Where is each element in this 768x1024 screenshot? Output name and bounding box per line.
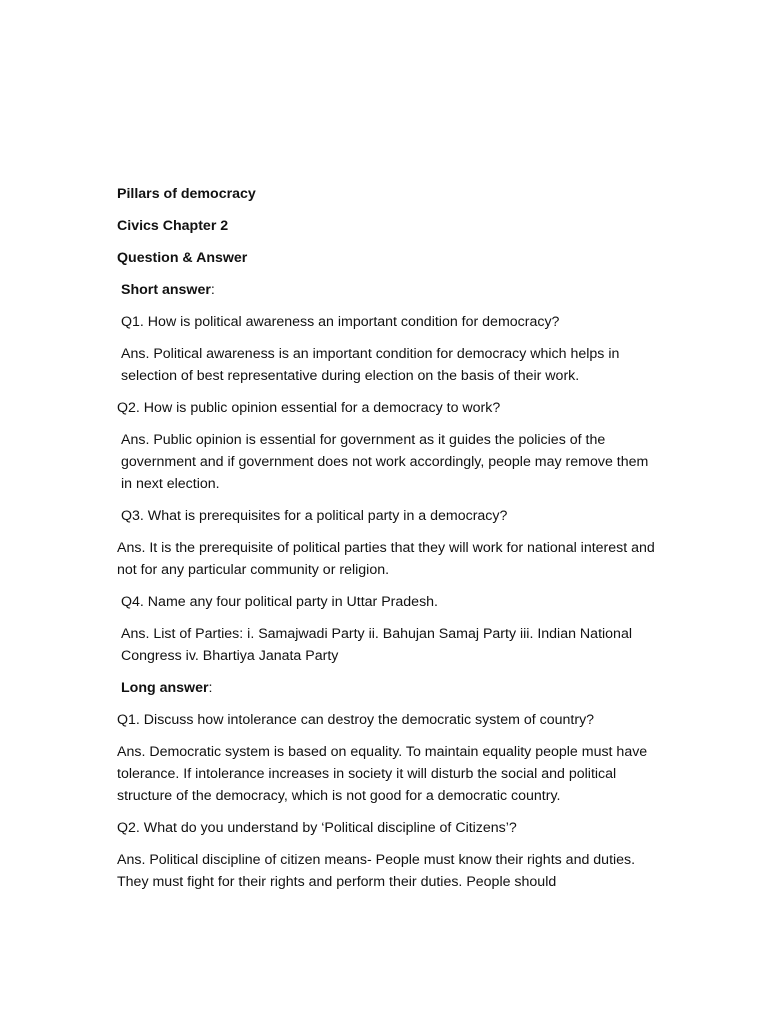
long-answer-heading-text: Long answer	[121, 680, 209, 696]
chapter-label: Civics Chapter 2	[117, 218, 229, 234]
subtitle: Question & Answer	[117, 250, 248, 266]
long-q2: Q2. What do you understand by ‘Political discipline of Citizens’?	[117, 820, 517, 836]
long-a1: Ans. Democratic system is based on equality. To maintain equality people must have tolerance. If intolerance increases in society it will disturb the social and political structure of the democracy, which is not good for a democratic country.	[117, 744, 648, 804]
long-a2: Ans. Political discipline of citizen means- People must know their rights and duties. They must fight for their rights and perform their duties. People should	[117, 852, 636, 890]
long-answer-heading-colon: :	[208, 680, 213, 696]
short-q1: Q1. How is political awareness an important condition for democracy?	[121, 314, 560, 330]
short-answer-heading-colon: :	[210, 282, 215, 298]
short-a1: Ans. Political awareness is an important condition for democracy which helps in selection of best representative during election on the basis of their work.	[121, 346, 620, 384]
short-q3: Q3. What is prerequisites for a political party in a democracy?	[121, 508, 508, 524]
short-a3: Ans. It is the prerequisite of political parties that they will work for national interest and not for any particular community or religion.	[117, 540, 655, 578]
short-answer-heading	[117, 279, 657, 301]
document-page	[117, 183, 657, 903]
document-title: Pillars of democracy	[117, 186, 256, 202]
short-a2: Ans. Public opinion is essential for government as it guides the policies of the government and if government does not work accordingly, people may remove them in next election.	[121, 432, 649, 492]
short-a4: Ans. List of Parties: i. Samajwadi Party ii. Bahujan Samaj Party iii. Indian National Congress iv. Bhartiya Janata Party	[121, 626, 632, 664]
long-answer-heading	[117, 677, 657, 699]
short-answer-heading-text: Short answer	[121, 282, 211, 298]
short-q2: Q2. How is public opinion essential for a democracy to work?	[117, 400, 501, 416]
short-q4: Q4. Name any four political party in Uttar Pradesh.	[121, 594, 438, 610]
long-q1: Q1. Discuss how intolerance can destroy the democratic system of country?	[117, 712, 595, 728]
